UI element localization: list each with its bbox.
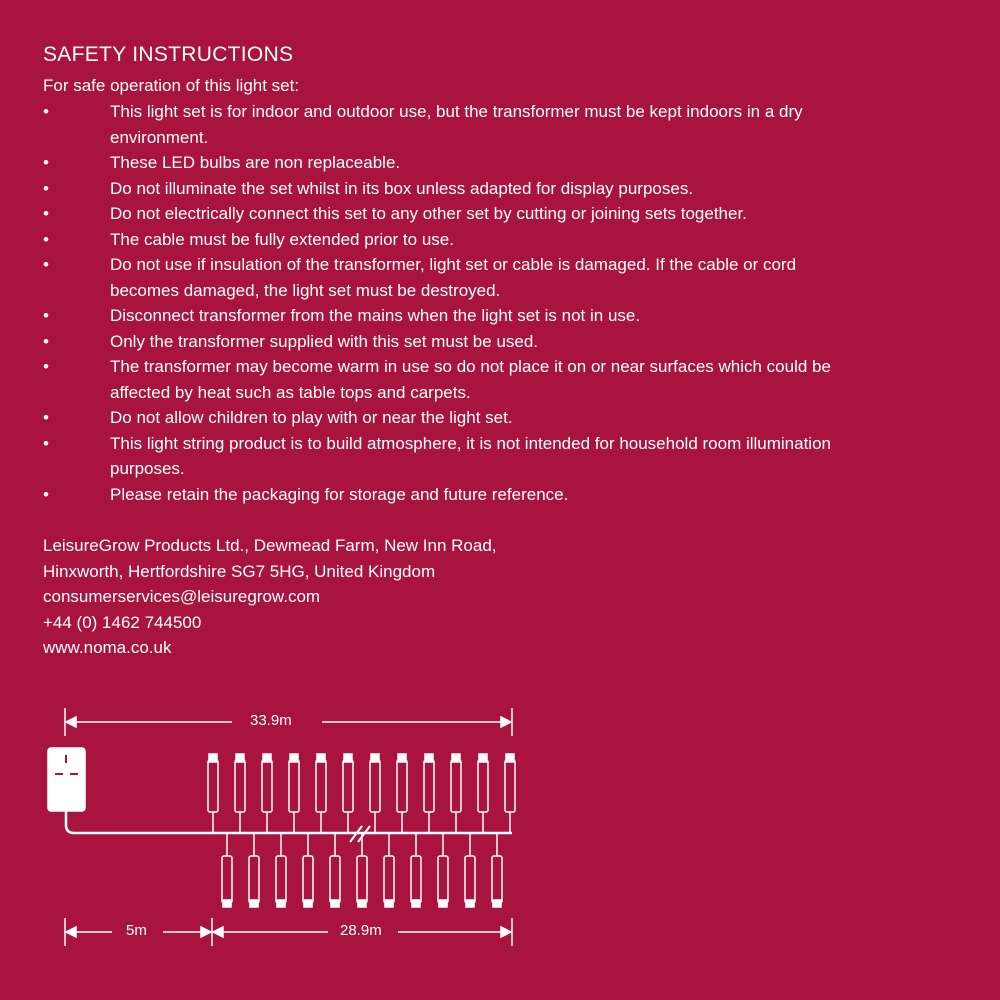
contact-block [43,533,497,661]
bullet-icon: • [43,433,49,453]
light-set-diagram-svg [0,690,560,960]
bullet-icon: • [43,255,49,274]
bulb-icon [384,833,394,907]
bulb-icon [249,833,259,907]
bullet-icon: • [43,357,49,376]
instruction-text: This light string product is to build atmosphere, it is not intended for household room illumination purposes. [110,433,831,478]
bulb-icon [316,754,326,833]
instruction-text: The transformer may become warm in use so do not place it on or near surfaces which could be affected by heat such as table tops and carpets. [110,357,831,402]
bulb-icon [465,833,475,907]
bullet-icon: • [43,331,49,351]
instruction-text: This light set is for indoor and outdoor use, but the transformer must be kept indoors in a dry environment. [110,102,803,147]
instruction-text: These LED bulbs are non replaceable. [110,153,401,172]
instruction-text: Do not use if insulation of the transformer, light set or cable is damaged. If the cable or cord becomes damaged, the light set must be destroyed. [110,255,797,300]
arrow-left-icon [213,927,223,937]
bulb-icon [357,833,367,907]
list-item [43,303,843,329]
bullet-icon: • [43,484,49,504]
instruction-text: Do not illuminate the set whilst in its box unless adapted for display purposes. [110,178,694,198]
bulb-icon [492,833,502,907]
list-item [43,227,843,253]
bulb-row-bottom [222,833,502,907]
arrow-right-icon [501,717,511,727]
page-title: SAFETY INSTRUCTIONS [43,43,294,66]
bulb-icon [330,833,340,907]
bullet-icon: • [43,204,49,223]
list-item [43,354,843,405]
bulb-icon [276,833,286,907]
instruction-text: Only the transformer supplied with this set must be used. [110,331,539,351]
company-address-line-2: Hinxworth, Hertfordshire SG7 5HG, United Kingdom [43,561,436,581]
bulb-icon [262,754,272,833]
bullet-icon: • [43,408,49,427]
instruction-text: Disconnect transformer from the mains when the light set is not in use. [110,306,641,325]
bulb-icon [222,833,232,907]
bulb-icon [370,754,380,833]
bulb-icon [438,833,448,907]
bulb-icon [411,833,421,907]
bulb-icon [208,754,218,833]
bulb-icon [235,754,245,833]
company-address-line-1: LeisureGrow Products Ltd., Dewmead Farm, New Inn Road, [43,536,497,555]
website-text: www.noma.co.uk [43,638,172,657]
list-item [43,405,843,431]
bulb-icon [478,754,488,833]
phone-text: +44 (0) 1462 744500 [43,612,202,632]
arrow-right-icon [501,927,511,937]
total-length-label: 33.9m [246,712,296,729]
list-item [43,482,843,508]
light-set-diagram [0,690,560,965]
arrow-left-icon [66,927,76,937]
arrow-right-icon [201,927,211,937]
cable-icon [66,811,512,833]
instruction-text: Do not allow children to play with or near the light set. [110,408,513,427]
bulb-icon [303,833,313,907]
list-item [43,431,843,482]
instruction-text: Please retain the packaging for storage and future reference. [110,484,569,504]
arrow-left-icon [66,717,76,727]
bullet-icon: • [43,306,49,325]
safety-instruction-list [43,99,843,507]
lit-length-label: 28.9m [336,922,386,939]
bulb-icon [451,754,461,833]
bullet-icon: • [43,102,49,121]
bulb-row-top [208,754,515,833]
bulb-icon [424,754,434,833]
bullet-icon: • [43,153,49,172]
bulb-icon [397,754,407,833]
bulb-icon [343,754,353,833]
lead-length-label: 5m [122,922,151,939]
list-item [43,201,843,227]
list-item [43,99,843,150]
bullet-icon: • [43,178,49,198]
list-item [43,150,843,176]
bullet-icon: • [43,229,49,249]
list-item [43,329,843,355]
bulb-icon [505,754,515,833]
intro-text: For safe operation of this light set: [43,76,300,95]
bulb-icon [289,754,299,833]
instruction-text: The cable must be fully extended prior to use. [110,229,454,249]
email-text: consumerservices@leisuregrow.com [43,587,321,606]
list-item [43,252,843,303]
instruction-text: Do not electrically connect this set to any other set by cutting or joining sets together. [110,204,747,223]
list-item [43,176,843,202]
